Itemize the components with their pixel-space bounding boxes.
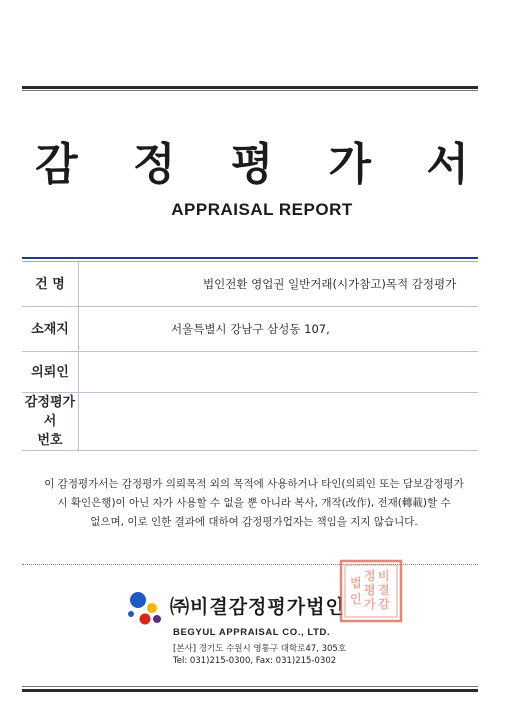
document-title-korean: 감 정 평 가 서 (35, 139, 489, 190)
notice-line: 이 감정평가서는 감정평가 의뢰목적 외의 목적에 사용하거나 타인(의뢰인 또는 담보감정평가 (44, 478, 464, 490)
svg-text:법: 법 (350, 576, 362, 590)
bottom-rule (22, 689, 478, 692)
svg-text:감: 감 (378, 597, 390, 611)
location-value: 서울특별시 강남구 삼성동 107, (171, 322, 330, 336)
svg-text:비: 비 (378, 569, 390, 583)
notice-line: 없으며, 이로 인한 결과에 대하여 감정평가업자는 책임을 지지 않습니다. (90, 516, 418, 528)
svg-text:가: 가 (364, 597, 376, 611)
report-number-label-line1: 감정평가서 (24, 395, 76, 429)
usage-notice (34, 475, 474, 532)
location-label: 소재지 (22, 307, 79, 352)
info-table (22, 262, 478, 451)
client-value (79, 352, 479, 393)
table-top-rule (22, 257, 478, 259)
company-phone-fax: Tel: 031)215-0300, Fax: 031)215-0302 (173, 656, 337, 666)
company-seal-stamp (338, 558, 404, 624)
company-name-korean: ㈜비결감정평가법인 (170, 596, 345, 618)
company-logo-icon (126, 588, 166, 628)
top-rule-thin (22, 90, 478, 91)
table-row-client (22, 352, 478, 393)
report-number-label-line2: 번호 (37, 433, 63, 448)
table-row-subject (22, 262, 478, 307)
subject-value: 법인전환 영업권 일반거래(시가참고)목적 감정평가 (203, 277, 457, 291)
svg-text:인: 인 (350, 592, 362, 606)
company-address: [본사] 경기도 수원시 영통구 대학로47, 305호 (173, 644, 347, 654)
subject-label: 건 명 (22, 262, 79, 307)
company-name-english: BEGYUL APPRAISAL CO., LTD. (173, 627, 331, 638)
svg-text:정: 정 (364, 569, 376, 583)
section-divider (22, 564, 478, 565)
document-title-english: APPRAISAL REPORT (171, 200, 353, 219)
client-label: 의뢰인 (22, 352, 79, 393)
report-number-value (79, 393, 479, 451)
report-number-label (22, 393, 79, 451)
table-row-report-number (22, 393, 478, 451)
svg-text:결: 결 (378, 583, 390, 597)
table-row-location (22, 307, 478, 352)
svg-text:평: 평 (364, 583, 376, 597)
top-rule (22, 86, 478, 89)
bottom-rule-thin (22, 686, 478, 687)
notice-line: 시 확인은행)이 아닌 자가 사용할 수 없을 뿐 아니라 복사, 개작(改作), 전재(轉載)할 수 (57, 497, 451, 509)
